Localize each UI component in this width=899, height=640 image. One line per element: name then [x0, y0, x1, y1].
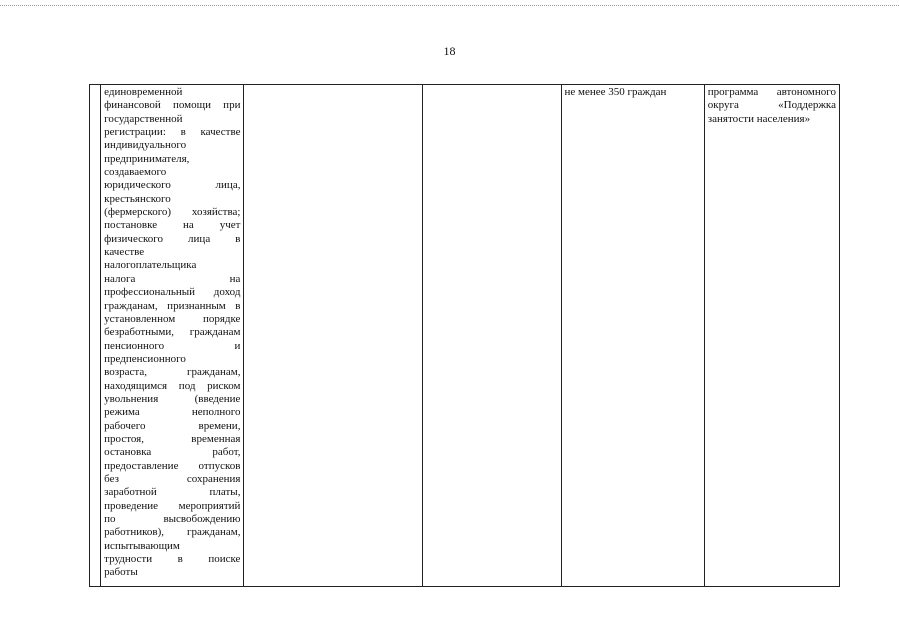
description-line: установленном порядке	[104, 312, 241, 325]
description-line: простоя, временная	[104, 432, 241, 445]
description-line: режима неполного	[104, 406, 241, 419]
description-line: постановке на учет	[104, 219, 241, 232]
description-line: крестьянского	[104, 192, 171, 205]
description-line: налогоплательщика	[104, 259, 197, 272]
description-line: единовременной	[104, 86, 183, 98]
description-line: создаваемого	[104, 166, 167, 179]
description-line: финансовой помощи при	[104, 99, 241, 112]
description-line: без сохранения	[104, 472, 241, 485]
description-line: по высвобождению	[104, 513, 241, 525]
description-line: пенсионного и	[104, 339, 241, 352]
row-number-cell	[90, 85, 101, 587]
empty-cell-b	[423, 85, 561, 587]
description-line: государственной	[104, 112, 183, 125]
description-line: возраста, гражданам,	[104, 366, 241, 379]
table-row	[90, 85, 840, 587]
empty-cell-a	[244, 85, 423, 587]
description-line: физического лица в	[104, 232, 241, 245]
description-line: налога на	[104, 272, 241, 285]
description-line: заработной платы,	[104, 486, 241, 499]
description-line: индивидуального	[104, 139, 187, 152]
description-line: безработными, гражданам	[104, 326, 241, 339]
description-line: рабочего времени,	[104, 419, 241, 432]
program-cell	[704, 85, 839, 587]
target-value: не менее 350 граждан	[564, 86, 667, 98]
description-line: предоставление отпусков	[104, 459, 241, 472]
description-cell	[101, 85, 244, 587]
program-line: программа автономного	[707, 86, 836, 98]
target-cell	[561, 85, 704, 587]
description-line: профессиональный доход	[104, 286, 241, 299]
description-line: работников), гражданам,	[104, 526, 241, 539]
description-line: испытывающим	[104, 539, 180, 552]
description-line: работы	[104, 566, 138, 579]
description-line: остановка работ,	[104, 446, 241, 459]
program-line: округа «Поддержка	[707, 99, 836, 112]
description-line: предпенсионного	[104, 352, 186, 365]
description-line: качестве	[104, 246, 145, 259]
scan-edge-line	[0, 5, 899, 6]
description-line: юридического лица,	[104, 179, 241, 192]
description-line: трудности в поиске	[104, 553, 241, 566]
description-line: гражданам, признанным в	[104, 299, 241, 312]
description-line: регистрации: в качестве	[104, 126, 241, 139]
description-line: (фермерского) хозяйства;	[104, 206, 241, 219]
description-line: увольнения (введение	[104, 392, 241, 405]
description-line: проведение мероприятий	[104, 499, 241, 512]
document-table	[89, 84, 840, 587]
description-line: предпринимателя,	[104, 152, 190, 165]
description-line: находящимся под риском	[104, 379, 241, 392]
program-line: занятости населения»	[707, 112, 811, 125]
page-number: 18	[443, 44, 456, 58]
